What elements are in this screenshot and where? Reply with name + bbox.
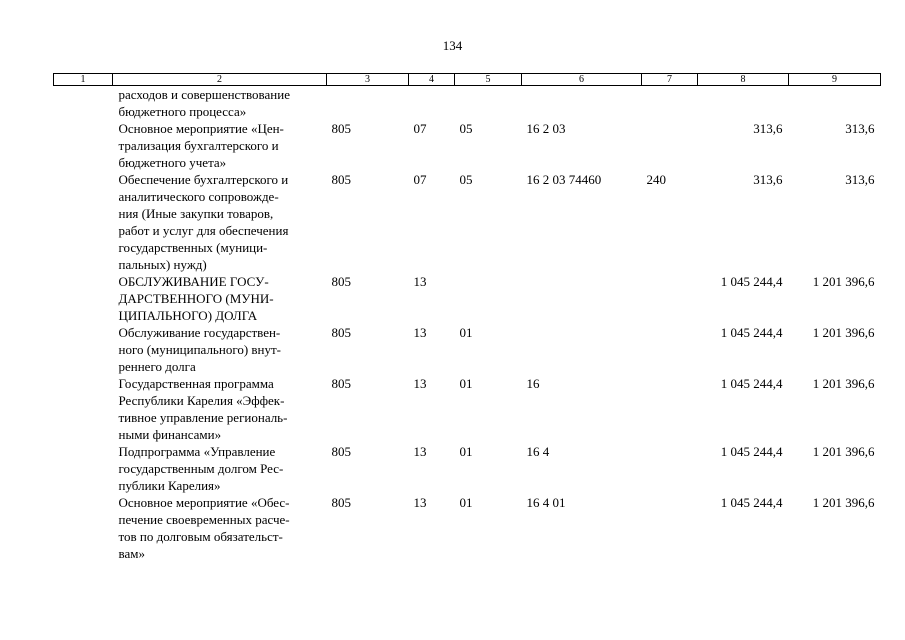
column-header-1: 1 bbox=[54, 74, 113, 86]
cell-section: 07 bbox=[413, 121, 427, 136]
cell-amount-year-1: 1 045 244,4 bbox=[720, 495, 783, 510]
cell-expense-type bbox=[642, 273, 698, 324]
cell-amount-year-2: 1 201 396,6 bbox=[812, 444, 875, 459]
cell-expense-type bbox=[642, 494, 698, 562]
cell-amount-year-1: 1 045 244,4 bbox=[720, 376, 783, 391]
cell-amount-year-2: 1 201 396,6 bbox=[812, 325, 875, 340]
table-row bbox=[54, 86, 881, 121]
cell-subsection bbox=[455, 86, 522, 121]
cell-expense-type bbox=[642, 443, 698, 494]
name-line: тов по долговым обязательст- bbox=[118, 529, 283, 544]
cell-target-article: 16 bbox=[526, 376, 540, 391]
cell-ministry-code: 805 bbox=[331, 325, 351, 340]
name-line: ния (Иные закупки товаров, bbox=[118, 206, 274, 221]
cell-ministry-code: 805 bbox=[331, 274, 351, 289]
cell-name bbox=[113, 171, 327, 273]
cell-ministry-code: 805 bbox=[331, 495, 351, 510]
cell-col-1 bbox=[54, 171, 113, 273]
name-line: бюджетного процесса» bbox=[118, 104, 247, 119]
cell-expense-type bbox=[642, 324, 698, 375]
name-line: Государственная программа bbox=[118, 376, 274, 391]
table-row bbox=[54, 120, 881, 171]
cell-col-1 bbox=[54, 273, 113, 324]
cell-target-article: 16 4 01 bbox=[526, 495, 566, 510]
name-line: Обслуживание государствен- bbox=[118, 325, 281, 340]
name-line: бюджетного учета» bbox=[118, 155, 227, 170]
cell-section: 07 bbox=[413, 172, 427, 187]
name-line: трализация бухгалтерского и bbox=[118, 138, 279, 153]
name-line: ДАРСТВЕННОГО (МУНИ- bbox=[118, 291, 274, 306]
budget-table bbox=[53, 73, 881, 562]
name-line: ЦИПАЛЬНОГО) ДОЛГА bbox=[118, 308, 258, 323]
name-line: аналитического сопровожде- bbox=[118, 189, 279, 204]
cell-expense-type bbox=[642, 120, 698, 171]
cell-name bbox=[113, 494, 327, 562]
cell-section: 13 bbox=[413, 495, 427, 510]
table-row bbox=[54, 273, 881, 324]
cell-col-1 bbox=[54, 86, 113, 121]
name-line: реннего долга bbox=[118, 359, 196, 374]
cell-amount-year-2: 313,6 bbox=[845, 172, 875, 187]
cell-name bbox=[113, 120, 327, 171]
column-header-6: 6 bbox=[522, 74, 642, 86]
cell-section bbox=[409, 86, 455, 121]
cell-subsection: 01 bbox=[459, 325, 473, 340]
column-header-5: 5 bbox=[455, 74, 522, 86]
cell-amount-year-2: 1 201 396,6 bbox=[812, 495, 875, 510]
table-row bbox=[54, 324, 881, 375]
column-header-4: 4 bbox=[409, 74, 455, 86]
cell-amount-year-2: 1 201 396,6 bbox=[812, 376, 875, 391]
name-line: государственных (муници- bbox=[118, 240, 268, 255]
name-line: Основное мероприятие «Цен- bbox=[118, 121, 284, 136]
cell-subsection: 01 bbox=[459, 495, 473, 510]
cell-amount-year-1: 313,6 bbox=[753, 121, 783, 136]
cell-amount-year-2 bbox=[789, 86, 881, 121]
cell-ministry-code: 805 bbox=[331, 444, 351, 459]
name-line: Подпрограмма «Управление bbox=[118, 444, 276, 459]
cell-ministry-code: 805 bbox=[331, 121, 351, 136]
name-line: Основное мероприятие «Обес- bbox=[118, 495, 290, 510]
cell-section: 13 bbox=[413, 274, 427, 289]
table-body bbox=[54, 86, 881, 563]
cell-amount-year-1: 313,6 bbox=[753, 172, 783, 187]
cell-name bbox=[113, 443, 327, 494]
cell-amount-year-1: 1 045 244,4 bbox=[720, 325, 783, 340]
cell-ministry-code: 805 bbox=[331, 172, 351, 187]
cell-section: 13 bbox=[413, 325, 427, 340]
column-header-9: 9 bbox=[789, 74, 881, 86]
cell-target-article bbox=[522, 324, 642, 375]
cell-subsection: 01 bbox=[459, 444, 473, 459]
cell-col-1 bbox=[54, 443, 113, 494]
name-line: государственным долгом Рес- bbox=[118, 461, 284, 476]
name-line: тивное управление региональ- bbox=[118, 410, 288, 425]
cell-ministry-code: 805 bbox=[331, 376, 351, 391]
cell-col-1 bbox=[54, 375, 113, 443]
cell-amount-year-2: 313,6 bbox=[845, 121, 875, 136]
column-header-3: 3 bbox=[327, 74, 409, 86]
name-line: ного (муниципального) внут- bbox=[118, 342, 282, 357]
cell-col-1 bbox=[54, 494, 113, 562]
cell-name bbox=[113, 86, 327, 121]
cell-expense-type: 240 bbox=[646, 172, 666, 187]
cell-amount-year-2: 1 201 396,6 bbox=[812, 274, 875, 289]
column-header-7: 7 bbox=[642, 74, 698, 86]
cell-amount-year-1: 1 045 244,4 bbox=[720, 274, 783, 289]
cell-section: 13 bbox=[413, 376, 427, 391]
cell-target-article: 16 2 03 bbox=[526, 121, 566, 136]
page-number: 134 bbox=[442, 38, 463, 53]
cell-target-article bbox=[522, 273, 642, 324]
name-line: работ и услуг для обеспечения bbox=[118, 223, 289, 238]
cell-subsection: 05 bbox=[459, 172, 473, 187]
cell-target-article: 16 2 03 74460 bbox=[526, 172, 602, 187]
cell-name bbox=[113, 324, 327, 375]
cell-ministry-code bbox=[327, 86, 409, 121]
cell-subsection: 01 bbox=[459, 376, 473, 391]
cell-col-1 bbox=[54, 120, 113, 171]
name-line: расходов и совершенствование bbox=[118, 87, 290, 102]
cell-subsection bbox=[455, 273, 522, 324]
name-line: ОБСЛУЖИВАНИЕ ГОСУ- bbox=[118, 274, 269, 289]
cell-amount-year-1 bbox=[698, 86, 789, 121]
name-line: пальных) нужд) bbox=[118, 257, 207, 272]
cell-target-article: 16 4 bbox=[526, 444, 550, 459]
name-line: вам» bbox=[118, 546, 145, 561]
name-line: публики Карелия» bbox=[118, 478, 221, 493]
table-row bbox=[54, 494, 881, 562]
column-header-2: 2 bbox=[113, 74, 327, 86]
table-header bbox=[54, 74, 881, 86]
table-row bbox=[54, 171, 881, 273]
cell-name bbox=[113, 273, 327, 324]
cell-col-1 bbox=[54, 324, 113, 375]
cell-expense-type bbox=[642, 86, 698, 121]
cell-section: 13 bbox=[413, 444, 427, 459]
name-line: Республики Карелия «Эффек- bbox=[118, 393, 285, 408]
table-row bbox=[54, 375, 881, 443]
table-row bbox=[54, 443, 881, 494]
cell-amount-year-1: 1 045 244,4 bbox=[720, 444, 783, 459]
name-line: Обеспечение бухгалтерского и bbox=[118, 172, 289, 187]
column-header-8: 8 bbox=[698, 74, 789, 86]
cell-target-article bbox=[522, 86, 642, 121]
name-line: печение своевременных расче- bbox=[118, 512, 290, 527]
cell-name bbox=[113, 375, 327, 443]
cell-subsection: 05 bbox=[459, 121, 473, 136]
header-row bbox=[54, 74, 881, 86]
name-line: ными финансами» bbox=[118, 427, 222, 442]
cell-expense-type bbox=[642, 375, 698, 443]
